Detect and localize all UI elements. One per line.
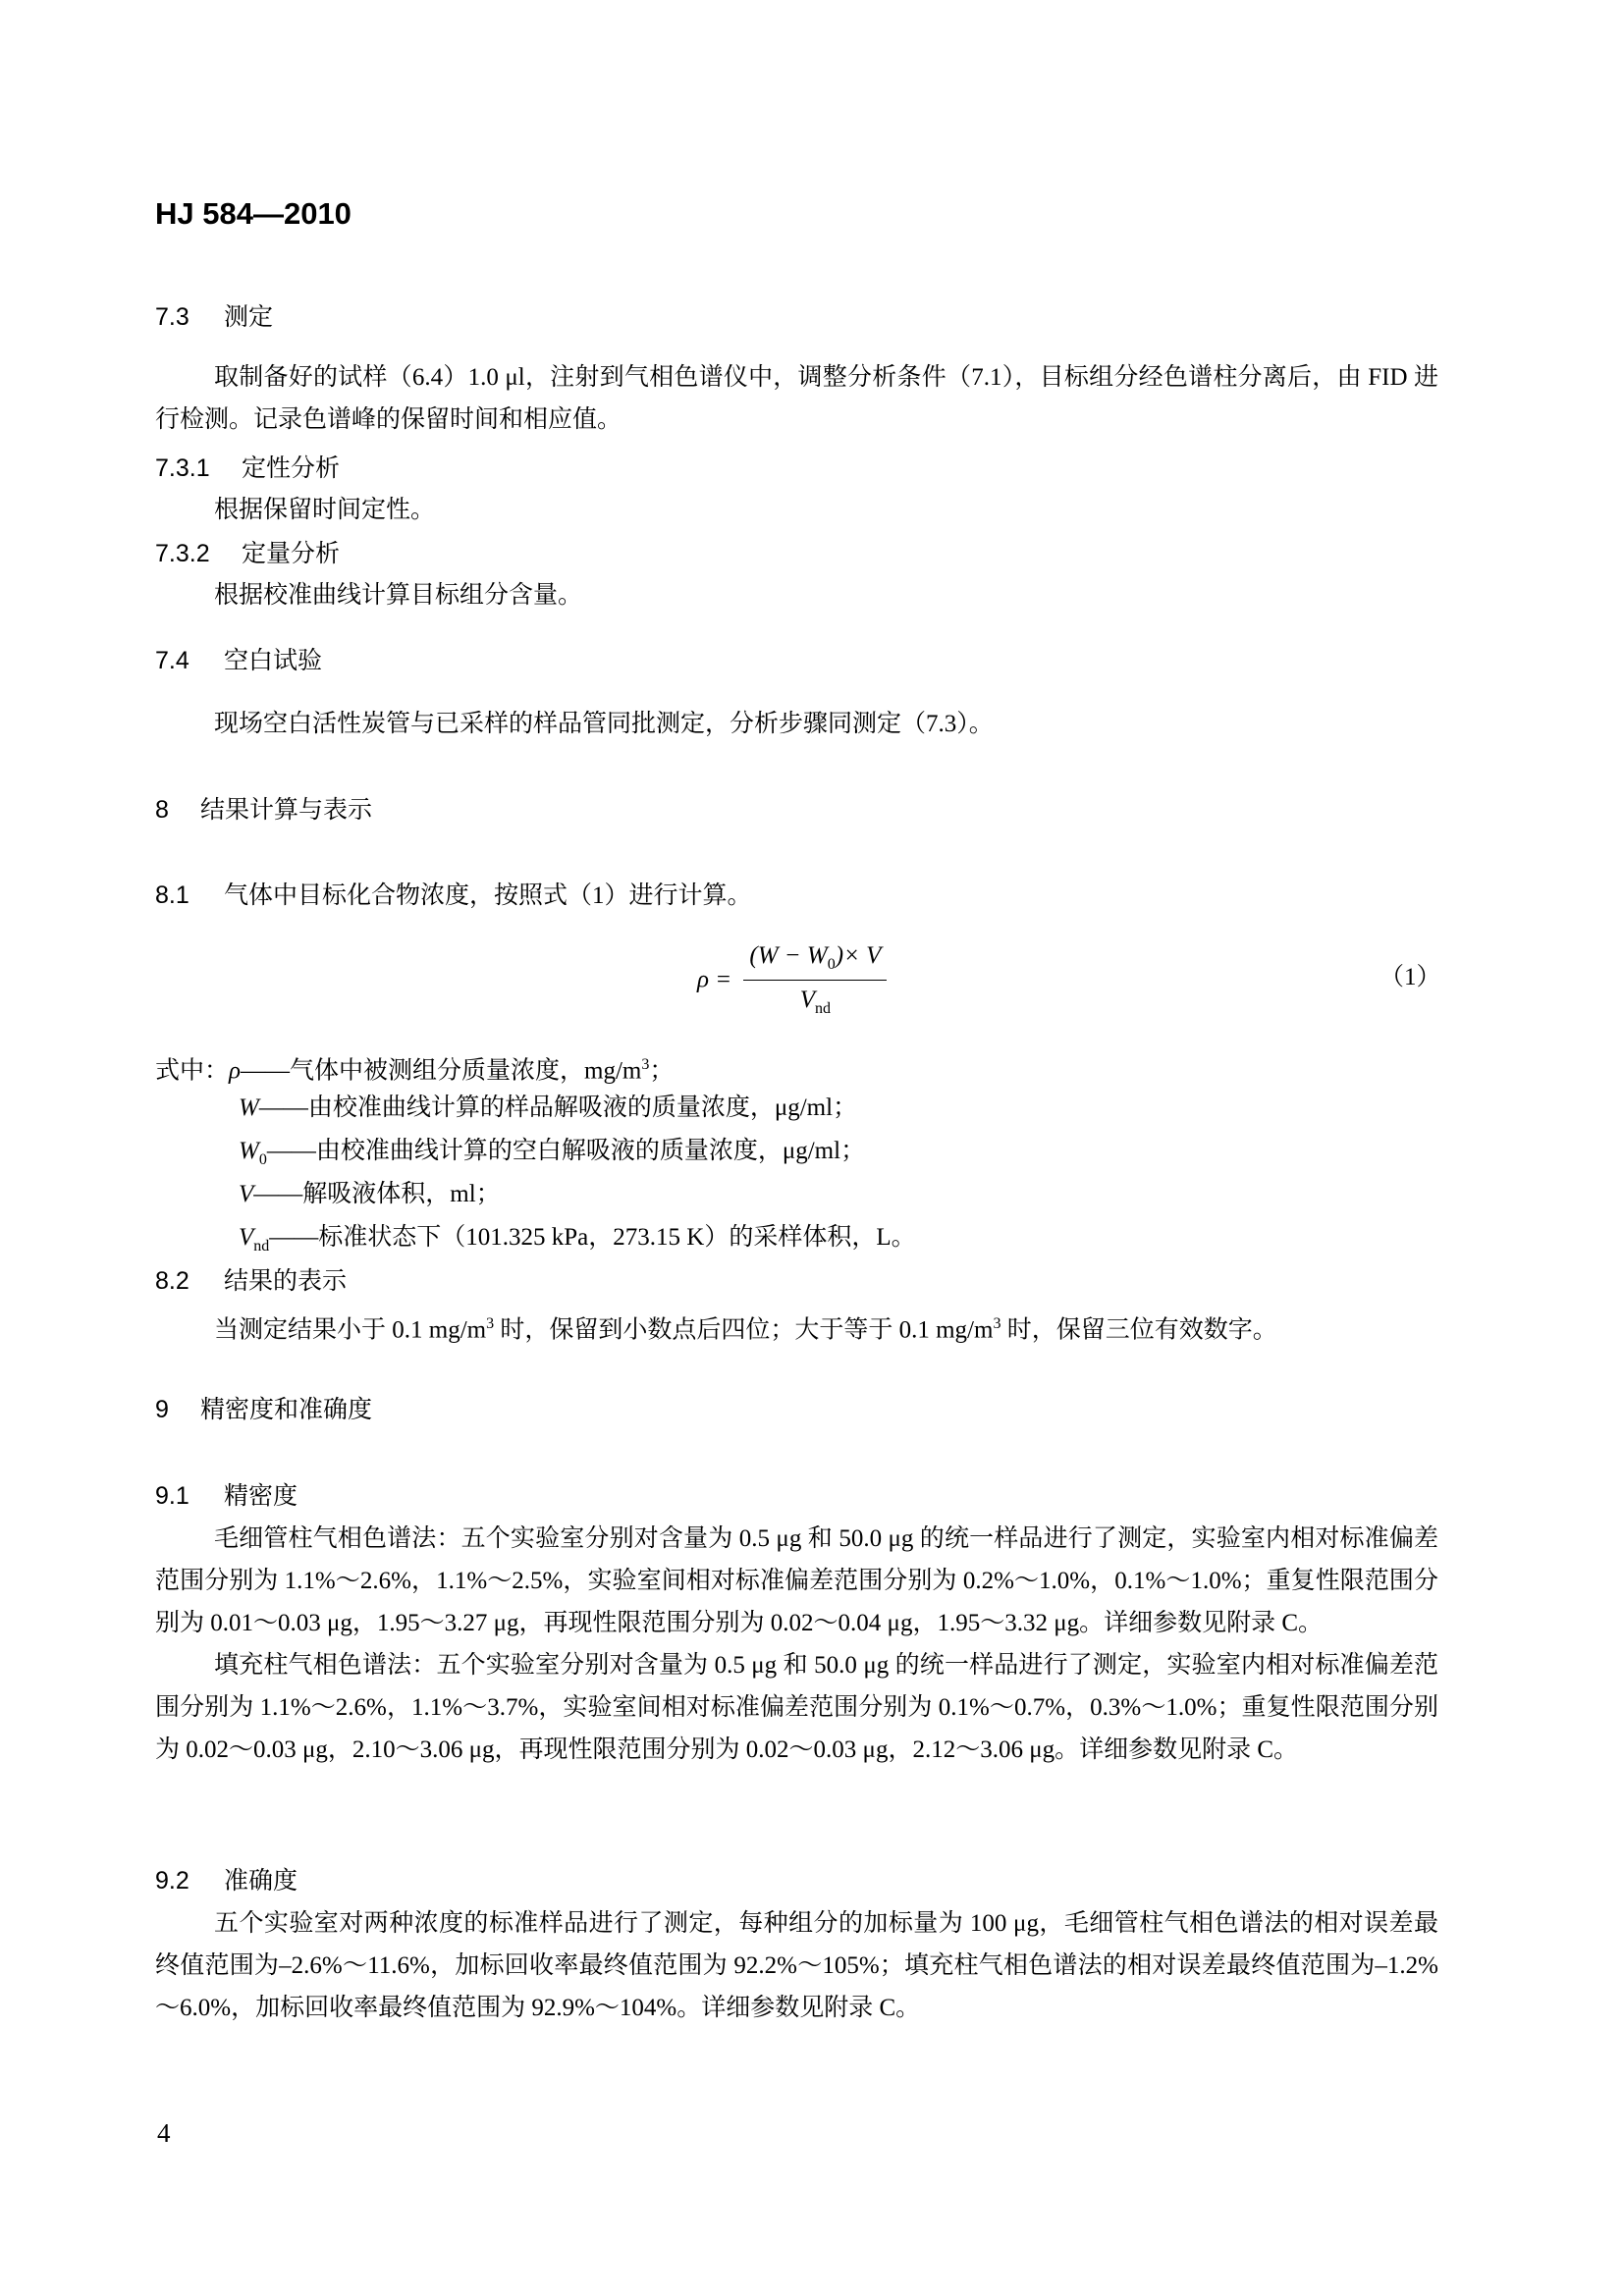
formula-numerator — [743, 942, 887, 981]
section-number: 7.3.1 — [155, 454, 210, 482]
legend-v — [239, 1173, 501, 1216]
section-title: 结果计算与表示 — [200, 796, 373, 824]
formula-lhs: ρ = — [697, 966, 732, 993]
doc-code-header: HJ 584—2010 — [155, 196, 352, 231]
legend-intro: 式中： — [155, 1057, 230, 1085]
legend-w — [239, 1087, 857, 1130]
section-title: 定性分析 — [242, 454, 341, 482]
section-title: 定量分析 — [242, 540, 341, 567]
page-number: 4 — [157, 2118, 171, 2148]
symbol: V — [239, 1181, 254, 1207]
numerator-subscript: 0 — [827, 956, 836, 973]
section-7-3-2-heading — [155, 532, 340, 575]
description: ——标准状态下（101.325 kPa，273.15 K）的采样体积，L。 — [269, 1224, 916, 1251]
section-9-2-body — [155, 1902, 1438, 2029]
section-7-4-heading — [155, 639, 322, 682]
section-8-heading — [155, 788, 372, 831]
section-9-2-heading — [155, 1859, 298, 1902]
section-7-3-2-body: 根据校准曲线计算目标组分含量。 — [214, 582, 583, 609]
paragraph: 填充柱气相色谱法：五个实验室分别对含量为 0.5 μg 和 50.0 μg 的统一样品进行了测定，实验室内相对标准偏差范围分别为 1.1%～2.6%，1.1%～3.7%，实验室间相对标准偏差范围分别为 0.1%～0.7%，0.3%～1.0%；重复性限范围分别为 0.02～0.03 μg，2.10～3.06 μg，再现性限范围分别为 0.02～0.03 μg，2.12～3.06 μg。详细参数见附录 C。 — [155, 1652, 1438, 1763]
symbol: W — [239, 1138, 259, 1164]
section-number: 8 — [155, 796, 169, 824]
denominator-subscript: nd — [815, 1000, 832, 1017]
paragraph: 取制备好的试样（6.4）1.0 μl，注射到气相色谱仪中，调整分析条件（7.1），目标组分经色谱柱分离后，由 FID 进行检测。记录色谱峰的保留时间和相应值。 — [155, 364, 1438, 433]
section-7-3-1-heading — [155, 447, 340, 490]
paragraph: 毛细管柱气相色谱法：五个实验室分别对含量为 0.5 μg 和 50.0 μg 的统一样品进行了测定，实验室内相对标准偏差范围分别为 1.1%～2.6%，1.1%～2.5%，实验室间相对标准偏差范围分别为 0.2%～1.0%，0.1%～1.0%；重复性限范围分别为 0.01～0.03 μg，1.95～3.27 μg，再现性限范围分别为 0.02～0.04 μg，1.95～3.32 μg。详细参数见附录 C。 — [155, 1525, 1438, 1636]
section-9-1-body — [155, 1518, 1438, 1771]
text: 当测定结果小于 0.1 mg/m — [214, 1316, 487, 1344]
description: ——由校准曲线计算的空白解吸液的质量浓度，μg/ml； — [266, 1138, 866, 1164]
section-number: 8.1 — [155, 881, 189, 909]
text: 时，保留三位有效数字。 — [1001, 1316, 1277, 1344]
section-7-3-body — [155, 356, 1438, 441]
numerator-part: )× V — [835, 942, 882, 969]
section-title: 准确度 — [224, 1867, 298, 1895]
superscript: 3 — [486, 1315, 495, 1332]
section-number: 9 — [155, 1396, 169, 1423]
paragraph: 五个实验室对两种浓度的标准样品进行了测定，每种组分的加标量为 100 μg，毛细管柱气相色谱法的相对误差最终值范围为–2.6%～11.6%，加标回收率最终值范围为 92.2%～105%；填充柱气相色谱法的相对误差最终值范围为–1.2%～6.0%，加标回收率最终值范围为 92.9%～104%。详细参数见附录 C。 — [155, 1910, 1438, 2021]
superscript: 3 — [641, 1056, 650, 1073]
text: 时，保留到小数点后四位；大于等于 0.1 mg/m — [494, 1316, 994, 1344]
section-9-1-heading — [155, 1474, 298, 1518]
formula-number: （1） — [1380, 964, 1441, 990]
description: ——气体中被测组分质量浓度，mg/m — [241, 1057, 642, 1085]
denominator-symbol: V — [799, 987, 816, 1013]
section-9-heading — [155, 1388, 372, 1431]
section-7-4-body: 现场空白活性炭管与已采样的样品管同批测定，分析步骤同测定（7.3）。 — [214, 711, 994, 737]
formula-1 — [697, 942, 887, 1018]
section-number: 9.1 — [155, 1482, 189, 1510]
description: ——由校准曲线计算的样品解吸液的质量浓度，μg/ml； — [258, 1095, 858, 1121]
section-title: 精密度和准确度 — [200, 1396, 373, 1423]
section-title: 精密度 — [224, 1482, 298, 1510]
section-number: 7.3 — [155, 303, 189, 331]
symbol: V — [239, 1224, 254, 1251]
paragraph: 气体中目标化合物浓度，按照式（1）进行计算。 — [224, 882, 752, 909]
section-number: 9.2 — [155, 1867, 189, 1895]
section-number: 7.4 — [155, 647, 189, 674]
section-number: 7.3.2 — [155, 540, 210, 567]
description: ——解吸液体积，ml； — [253, 1181, 501, 1207]
symbol: ρ — [229, 1057, 242, 1085]
section-title: 结果的表示 — [224, 1267, 348, 1295]
legend-rho — [155, 1043, 674, 1093]
section-7-3-heading — [155, 295, 273, 339]
section-title: 空白试验 — [224, 647, 323, 674]
section-title: 测定 — [224, 303, 274, 331]
subscript: nd — [253, 1238, 270, 1255]
section-8-1-heading — [155, 874, 752, 918]
section-7-3-1-body: 根据保留时间定性。 — [214, 497, 436, 523]
section-8-2-heading — [155, 1259, 347, 1303]
section-8-2-body — [214, 1303, 1277, 1352]
section-number: 8.2 — [155, 1267, 189, 1295]
superscript: 3 — [993, 1315, 1001, 1332]
subscript: 0 — [258, 1151, 267, 1168]
symbol: W — [239, 1095, 259, 1121]
formula-fraction — [743, 942, 887, 1018]
formula-denominator — [743, 981, 887, 1018]
numerator-part: (W − W — [749, 942, 828, 969]
punctuation: ； — [649, 1057, 675, 1085]
